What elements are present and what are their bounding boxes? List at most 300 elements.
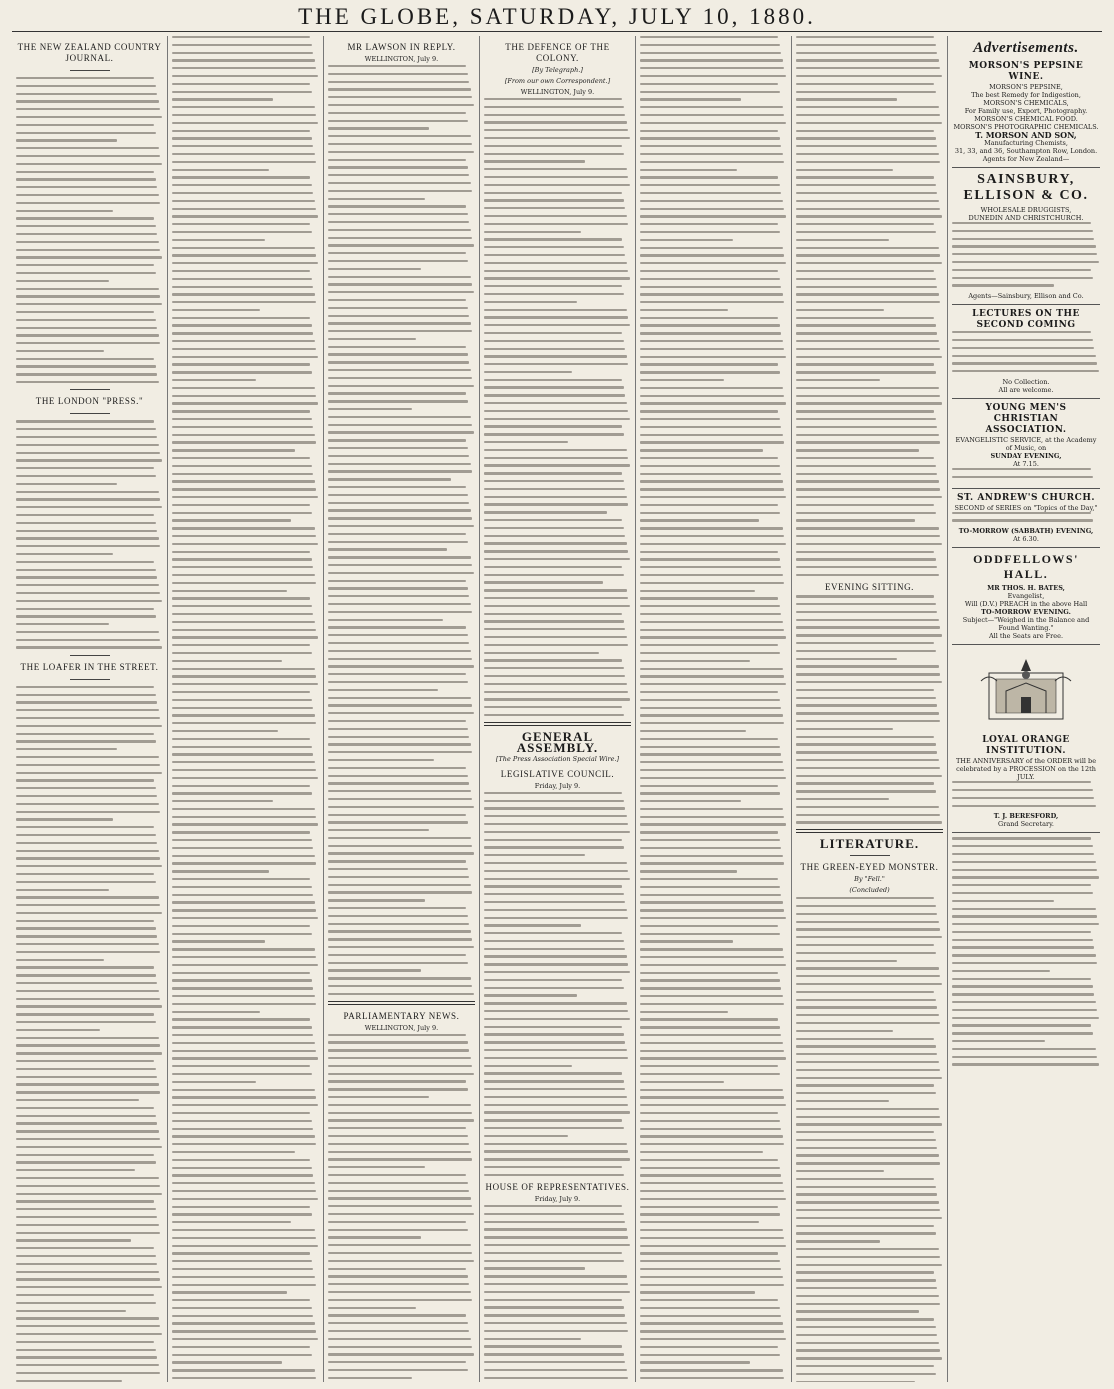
text-line xyxy=(328,486,466,488)
text-line xyxy=(16,717,160,719)
text-line xyxy=(640,91,780,93)
rule xyxy=(70,389,110,390)
text-line xyxy=(796,91,936,93)
text-line xyxy=(16,358,154,360)
text-line xyxy=(172,223,310,225)
text-line xyxy=(16,1037,159,1039)
text-line xyxy=(172,979,312,981)
text-line xyxy=(16,1208,156,1210)
text-line xyxy=(172,348,316,350)
text-line xyxy=(484,1057,628,1059)
text-line xyxy=(172,106,315,108)
text-line xyxy=(640,925,778,927)
text-line xyxy=(640,629,784,631)
text-line xyxy=(640,410,778,412)
text-line xyxy=(484,114,625,116)
text-line xyxy=(172,964,318,966)
text-line xyxy=(484,815,627,817)
text-line xyxy=(172,1213,312,1215)
text-line xyxy=(172,558,312,560)
text-line xyxy=(484,488,625,490)
text-line xyxy=(16,1060,154,1062)
text-line xyxy=(172,1330,316,1332)
text-line xyxy=(16,428,156,430)
text-line xyxy=(16,1044,160,1046)
text-line xyxy=(796,317,934,319)
text-line xyxy=(796,1092,936,1094)
text-line xyxy=(328,494,468,496)
text-line xyxy=(952,222,1091,224)
text-line xyxy=(484,691,628,693)
column-5 xyxy=(636,36,792,1382)
text-line xyxy=(172,878,310,880)
text-line xyxy=(16,280,109,282)
text-line xyxy=(484,1041,625,1043)
ad-line: TO-MORROW (SABBATH) EVENING, xyxy=(958,527,1094,536)
text-line xyxy=(328,969,421,971)
text-line xyxy=(640,231,780,233)
text-line xyxy=(328,852,474,854)
text-line xyxy=(484,1228,627,1230)
text-line xyxy=(172,332,313,334)
text-line xyxy=(484,1353,624,1355)
ad-line: The best Remedy for Indigestion, xyxy=(971,91,1081,99)
text-line xyxy=(796,1256,940,1258)
text-line xyxy=(640,496,786,498)
text-line xyxy=(640,1291,755,1293)
text-line xyxy=(328,1260,474,1262)
text-line xyxy=(172,176,310,178)
text-line xyxy=(484,924,581,926)
text-line xyxy=(16,350,104,352)
text-line xyxy=(484,1275,627,1277)
text-line xyxy=(328,1244,471,1246)
text-line xyxy=(328,1377,412,1379)
text-line xyxy=(640,940,733,942)
text-line xyxy=(640,317,778,319)
text-line xyxy=(328,260,468,262)
text-line xyxy=(328,720,466,722)
text-line xyxy=(484,332,622,334)
text-line xyxy=(484,418,630,420)
text-line xyxy=(16,444,159,446)
text-line xyxy=(16,1216,157,1218)
text-line xyxy=(172,208,316,210)
text-line xyxy=(640,457,778,459)
text-line xyxy=(640,574,783,576)
text-line xyxy=(484,192,622,194)
text-line xyxy=(328,814,466,816)
text-line xyxy=(484,667,624,669)
text-line xyxy=(16,1333,162,1335)
text-line xyxy=(172,629,316,631)
text-line xyxy=(16,295,160,297)
text-line xyxy=(172,839,312,841)
text-line xyxy=(484,1213,624,1215)
text-line xyxy=(484,1096,627,1098)
text-line xyxy=(16,740,156,742)
article-heading: PARLIAMENTARY NEWS. xyxy=(343,1010,460,1021)
text-line xyxy=(16,623,109,625)
text-line xyxy=(952,797,1094,799)
ad-line: For Family use, Export, Photography. xyxy=(964,107,1088,115)
text-line xyxy=(796,527,939,529)
text-line xyxy=(484,137,630,139)
text-line xyxy=(640,847,781,849)
text-line xyxy=(640,1050,784,1052)
article-body xyxy=(172,36,319,1382)
dateline: Friday, July 9. xyxy=(534,1195,581,1204)
text-line xyxy=(172,948,315,950)
text-line xyxy=(328,868,468,870)
text-line xyxy=(640,1182,783,1184)
text-line xyxy=(796,551,934,553)
text-line xyxy=(640,527,783,529)
text-line xyxy=(172,590,287,592)
text-line xyxy=(952,253,1097,255)
ad-line: TO-MORROW EVENING. xyxy=(981,608,1071,617)
text-line xyxy=(484,121,627,123)
text-line xyxy=(640,465,780,467)
text-line xyxy=(328,985,472,987)
text-line xyxy=(328,891,472,893)
text-line xyxy=(328,923,469,925)
text-line xyxy=(16,311,154,313)
text-line xyxy=(640,402,786,404)
text-line xyxy=(484,644,628,646)
text-line xyxy=(16,748,117,750)
text-line xyxy=(16,795,157,797)
text-line xyxy=(796,223,934,225)
text-line xyxy=(172,1089,315,1091)
text-line xyxy=(640,1237,784,1239)
text-line xyxy=(952,1063,1099,1065)
text-line xyxy=(796,1045,936,1047)
text-line xyxy=(172,1050,316,1052)
text-line xyxy=(328,408,412,410)
text-line xyxy=(796,999,936,1001)
text-line xyxy=(796,1264,942,1266)
text-line xyxy=(640,855,783,857)
text-line xyxy=(952,512,1091,514)
text-line xyxy=(328,712,474,714)
text-line xyxy=(640,1213,780,1215)
text-line xyxy=(640,270,778,272)
text-line xyxy=(328,1221,466,1223)
text-line xyxy=(328,182,471,184)
ad-line: MORSON'S CHEMICALS, xyxy=(983,99,1069,107)
text-line xyxy=(640,176,778,178)
text-line xyxy=(484,581,603,583)
text-line xyxy=(952,476,1093,478)
text-line xyxy=(484,909,627,911)
text-line xyxy=(796,402,942,404)
text-line xyxy=(328,1057,471,1059)
text-line xyxy=(640,1143,784,1145)
text-line xyxy=(328,1299,472,1301)
text-line xyxy=(16,171,154,173)
text-line xyxy=(328,190,472,192)
text-line xyxy=(172,145,313,147)
text-line xyxy=(952,789,1093,791)
text-line xyxy=(172,231,312,233)
text-line xyxy=(172,184,312,186)
text-line xyxy=(328,1135,468,1137)
text-line xyxy=(796,176,934,178)
text-line xyxy=(952,946,1094,948)
text-line xyxy=(328,416,471,418)
text-line xyxy=(16,1278,160,1280)
article-body xyxy=(796,36,943,576)
text-line xyxy=(172,83,310,85)
text-line xyxy=(328,135,471,137)
text-line xyxy=(16,646,162,648)
text-line xyxy=(952,892,1093,894)
text-line xyxy=(484,410,628,412)
text-line xyxy=(484,176,628,178)
text-line xyxy=(796,231,936,233)
text-line xyxy=(484,464,630,466)
ad-line: All the Seats are Free. xyxy=(988,632,1064,641)
text-line xyxy=(796,1201,939,1203)
text-line xyxy=(16,576,157,578)
text-line xyxy=(172,1143,316,1145)
text-line xyxy=(640,340,783,342)
text-line xyxy=(172,917,318,919)
text-line xyxy=(328,252,466,254)
text-line xyxy=(484,1002,627,1004)
text-line xyxy=(640,67,784,69)
text-line xyxy=(796,348,940,350)
text-line xyxy=(796,566,937,568)
text-line xyxy=(328,1119,474,1121)
text-line xyxy=(172,707,313,709)
text-line xyxy=(796,1217,942,1219)
text-line xyxy=(640,1338,786,1340)
text-line xyxy=(796,806,939,808)
text-line xyxy=(16,116,162,118)
text-line xyxy=(328,1197,471,1199)
text-line xyxy=(172,36,310,38)
text-line xyxy=(328,1205,472,1207)
advertisements-heading: Advertisements. xyxy=(973,40,1079,56)
text-line xyxy=(16,491,159,493)
text-line xyxy=(640,1268,781,1270)
text-line xyxy=(484,1314,625,1316)
text-line xyxy=(328,369,471,371)
text-line xyxy=(172,161,316,163)
text-line xyxy=(16,725,162,727)
text-line xyxy=(172,1034,313,1036)
text-line xyxy=(484,231,581,233)
text-line xyxy=(16,998,160,1000)
text-line xyxy=(484,1080,624,1082)
text-line xyxy=(952,853,1094,855)
text-line xyxy=(796,967,939,969)
text-line xyxy=(172,1284,316,1286)
text-line xyxy=(796,114,940,116)
text-line xyxy=(484,441,568,443)
text-line xyxy=(328,439,466,441)
text-line xyxy=(640,153,783,155)
text-line xyxy=(484,1174,624,1176)
text-line xyxy=(172,1057,318,1059)
text-line xyxy=(16,600,162,602)
text-line xyxy=(796,200,939,202)
text-line xyxy=(16,132,156,134)
text-line xyxy=(172,1307,312,1309)
text-line xyxy=(16,1052,162,1054)
text-line xyxy=(640,582,784,584)
text-line xyxy=(328,829,429,831)
text-line xyxy=(484,1283,628,1285)
text-line xyxy=(328,954,466,956)
text-line xyxy=(16,1138,160,1140)
text-line xyxy=(328,572,474,574)
text-line xyxy=(484,574,624,576)
text-line xyxy=(952,970,1050,972)
text-line xyxy=(640,933,780,935)
text-line xyxy=(328,431,474,433)
text-line xyxy=(172,371,312,373)
text-line xyxy=(796,712,939,714)
text-line xyxy=(952,939,1093,941)
text-line xyxy=(328,665,474,667)
text-line xyxy=(484,355,627,357)
text-line xyxy=(172,262,318,264)
text-line xyxy=(640,636,786,638)
text-line xyxy=(484,955,627,957)
text-line xyxy=(16,1255,156,1257)
text-line xyxy=(172,59,315,61)
article-subheading: [From our own Correspondent.] xyxy=(504,77,611,85)
text-line xyxy=(640,761,783,763)
text-line xyxy=(640,1104,786,1106)
text-line xyxy=(484,1010,628,1012)
text-line xyxy=(484,1322,627,1324)
text-line xyxy=(172,410,310,412)
text-line xyxy=(16,1068,156,1070)
text-line xyxy=(172,1182,315,1184)
text-line xyxy=(640,137,780,139)
text-line xyxy=(796,1349,940,1351)
text-line xyxy=(16,818,113,820)
text-line xyxy=(16,1310,126,1312)
text-line xyxy=(16,982,157,984)
text-line xyxy=(16,249,160,251)
text-line xyxy=(640,808,783,810)
text-line xyxy=(172,1081,256,1083)
text-line xyxy=(640,1065,778,1067)
text-line xyxy=(640,1198,786,1200)
text-line xyxy=(796,728,893,730)
text-line xyxy=(640,605,780,607)
ad-title: LECTURES ON THE SECOND COMING xyxy=(972,309,1080,331)
text-line xyxy=(484,823,628,825)
text-line xyxy=(484,316,628,318)
text-line xyxy=(16,1029,100,1031)
text-line xyxy=(16,951,160,953)
text-line xyxy=(172,699,312,701)
text-line xyxy=(16,225,156,227)
text-line xyxy=(796,418,936,420)
text-line xyxy=(328,1268,466,1270)
text-line xyxy=(172,675,316,677)
text-line xyxy=(640,1018,778,1020)
text-line xyxy=(484,613,622,615)
text-line xyxy=(16,584,159,586)
text-line xyxy=(640,1026,780,1028)
text-line xyxy=(328,525,474,527)
text-line xyxy=(796,137,936,139)
text-line xyxy=(16,701,157,703)
text-line xyxy=(16,842,157,844)
text-line xyxy=(16,1005,162,1007)
text-line xyxy=(796,473,937,475)
text-line xyxy=(16,452,160,454)
text-line xyxy=(172,1299,310,1301)
text-line xyxy=(640,223,778,225)
text-line xyxy=(796,434,939,436)
text-line xyxy=(484,496,627,498)
text-line xyxy=(172,800,273,802)
text-line xyxy=(796,921,939,923)
text-line xyxy=(16,1169,135,1171)
text-line xyxy=(796,340,939,342)
text-line xyxy=(328,587,468,589)
text-line xyxy=(484,597,628,599)
text-line xyxy=(172,870,269,872)
text-line xyxy=(172,956,316,958)
text-line xyxy=(640,169,737,171)
text-line xyxy=(328,603,471,605)
text-line xyxy=(640,1089,783,1091)
text-line xyxy=(172,324,312,326)
text-line xyxy=(172,480,315,482)
text-line xyxy=(484,1205,622,1207)
text-line xyxy=(484,363,628,365)
text-line xyxy=(796,1310,919,1312)
article-body xyxy=(16,686,163,1382)
text-line xyxy=(172,730,278,732)
text-line xyxy=(16,77,154,79)
ad-line: T. MORSON AND SON, xyxy=(975,130,1077,140)
text-line xyxy=(16,569,156,571)
text-line xyxy=(484,1135,568,1137)
text-line xyxy=(328,1096,429,1098)
text-line xyxy=(328,1236,421,1238)
text-line xyxy=(484,254,625,256)
text-line xyxy=(172,1128,313,1130)
text-line xyxy=(484,1111,630,1113)
text-line xyxy=(484,1267,585,1269)
text-line xyxy=(796,814,940,816)
text-line xyxy=(16,373,157,375)
text-line xyxy=(484,1026,622,1028)
text-line xyxy=(640,660,750,662)
text-line xyxy=(328,166,468,168)
text-line xyxy=(484,433,624,435)
text-line xyxy=(172,192,313,194)
text-line xyxy=(172,44,312,46)
text-line xyxy=(328,1213,474,1215)
text-line xyxy=(796,44,936,46)
text-line xyxy=(328,1307,416,1309)
text-line xyxy=(172,909,316,911)
ad-sainsbury-ellison xyxy=(952,172,1100,305)
text-line xyxy=(172,1237,316,1239)
text-line xyxy=(952,962,1097,964)
